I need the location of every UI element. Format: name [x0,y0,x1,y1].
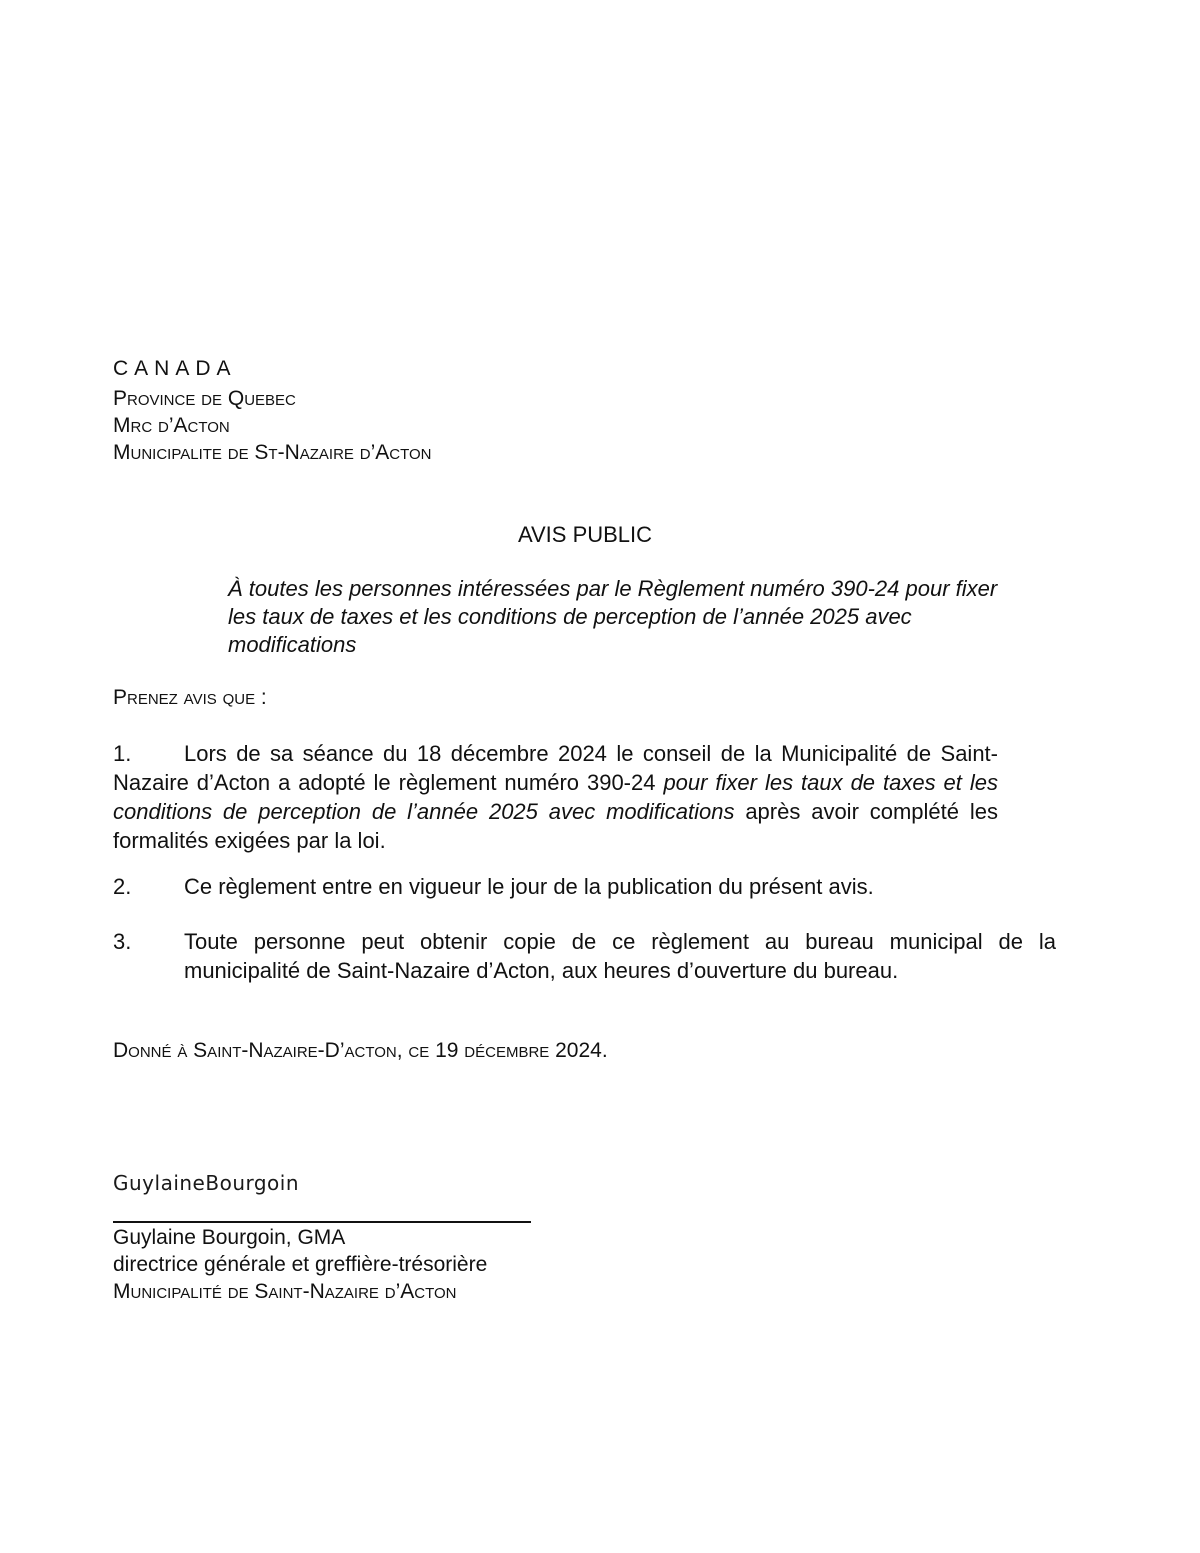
notice-given-date: Donné à Saint-Nazaire-D’acton, ce 19 décembre 2024. [113,1039,608,1062]
item-number: 1. [113,741,132,766]
notice-title: AVIS PUBLIC [517,522,653,547]
notice-item-2 [113,872,1013,901]
signature-line [113,1221,531,1223]
header-country: CANADA [113,357,237,380]
item-text: Lors de sa séance du 18 décembre 2024 le conseil de la Municipalité de Saint-Nazaire d’Acton a adopté le règlement numéro 390-24 [113,741,998,795]
notice-intro: À toutes les personnes intéressées par le Règlement numéro 390-24 pour fixer les taux de taxes et les conditions de perception de l’année 2025 avec modifications [228,576,998,657]
item-body [184,927,1056,985]
header-mrc: Mrc d’Acton [113,414,230,437]
item-number: 2. [113,874,132,899]
header-municipality: Municipalite de St-Nazaire d’Acton [113,441,432,464]
item-text-italic: pour fixer les taux de taxes et les conditions de perception de l’année 2025 avec modifications [113,770,998,824]
signature-script: GuylaineBourgoin [113,1171,300,1195]
signatory-municipality: Municipalité de Saint-Nazaire d’Acton [113,1280,457,1303]
notice-item-3 [113,927,1058,983]
item-text-line-2: municipalité de Saint-Nazaire d’Acton, aux heures d’ouverture du bureau. [184,958,899,983]
notice-prenez-avis: Prenez avis que : [113,686,267,709]
header-province: Province de Quebec [113,387,296,410]
item-text-line-1: Toute personne peut obtenir copie de ce règlement au bureau municipal de la [184,929,1056,954]
notice-item-1 [113,739,998,855]
item-number: 3. [113,929,132,954]
signatory-role: directrice générale et greffière-trésorière [113,1253,488,1276]
item-text: Ce règlement entre en vigueur le jour de la publication du présent avis. [184,874,874,899]
item-text-end: après avoir complété les formalités exigées par la loi. [113,799,998,853]
signatory-name: Guylaine Bourgoin, GMA [113,1226,346,1249]
